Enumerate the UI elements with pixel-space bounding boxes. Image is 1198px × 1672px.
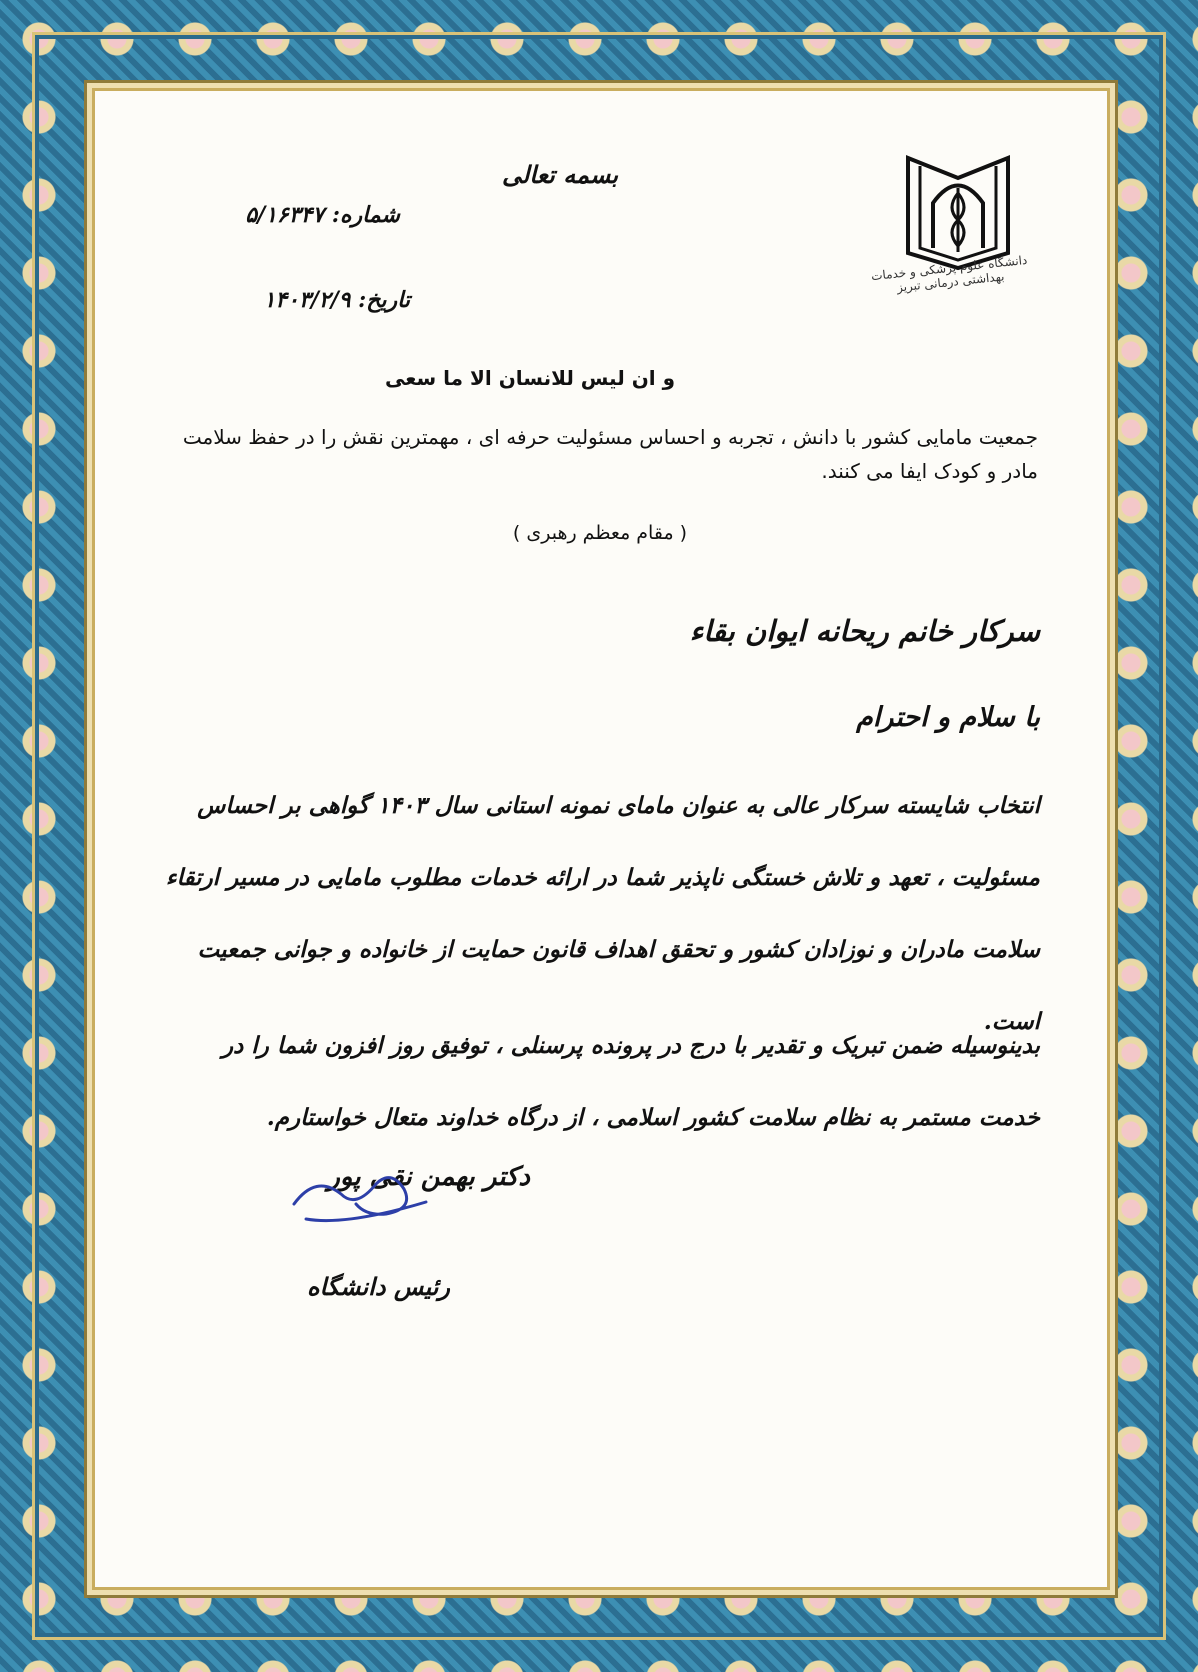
- logo-caption: دانشگاه علوم پزشکی و خدمات بهداشتی درمانی تبریز: [870, 252, 1028, 295]
- letter-date: تاریخ: ۱۴۰۳/۲/۹: [263, 287, 410, 313]
- quran-verse: و ان لیس للانسان الا ما سعی: [384, 366, 676, 390]
- body-paragraph-1: انتخاب شایسته سرکار عالی به عنوان مامای نمونه استانی سال ۱۴۰۳ گواهی بر احساس مسئولیت ، تعهد و تلاش خستگی ناپذیر شما در ارائه خدمات مطلوب مامایی در مسیر ارتقاء سلامت مادران و نوزادان کشور و تحقق اهداف قانون حمایت از خانواده و جوانی جمعیت است.: [165, 792, 1040, 1035]
- greeting: با سلام و احترام: [856, 702, 1040, 733]
- body-paragraph-2: بدینوسیله ضمن تبریک و تقدیر با درج در پرونده پرسنلی ، توفیق روز افزون شما را در خدمت مستمر به نظام سلامت کشور اسلامی ، از درگاه خداوند متعال خواستارم.: [221, 1032, 1040, 1131]
- letter-number: شماره: ۵/۱۶۳۴۷: [245, 202, 400, 228]
- invocation: بسمه تعالی: [501, 160, 619, 189]
- quote-source: ( مقام معظم رهبری ): [512, 522, 688, 544]
- signer-name: دکتر بهمن نقی پور: [327, 1162, 530, 1192]
- leader-quote: جمعیت مامایی کشور با دانش ، تجربه و احساس مسئولیت حرفه ای ، مهمترین نقش را در حفظ سلامت مادر و کودک ایفا می کنند.: [182, 425, 1038, 483]
- handwritten-signature: [286, 1164, 436, 1234]
- addressee: سرکار خانم ریحانه ایوان بقاء: [689, 614, 1040, 648]
- signer-title: رئیس دانشگاه: [306, 1272, 450, 1301]
